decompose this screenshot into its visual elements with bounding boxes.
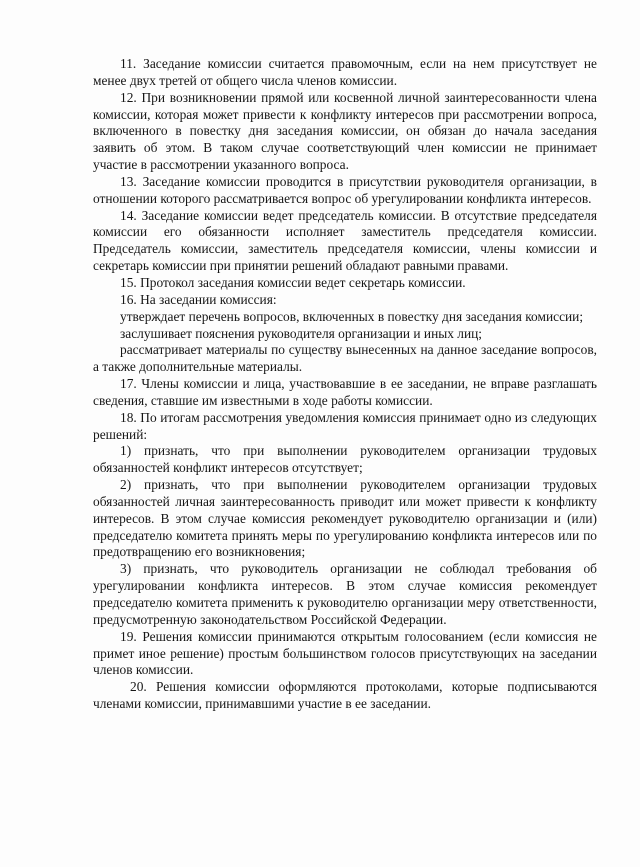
list-item-explanations: заслушивает пояснения руководителя организации и иных лиц; [120,325,483,341]
paragraph-19: 19. Решения комиссии принимаются открытым голосованием (если комиссия не примет иное решение) простым большинством голосов присутствующих на заседании членов комиссии. [93,628,597,678]
decision-2: 2) признать, что при выполнении руководителем организации трудовых обязанностей личная заинтересованность приводит или может привести к конфликту интересов. В этом случае комиссия рекомендует руководителю организации и (или) председателю комитета принять меры по урегулированию конфликта интересов или по предотвращению его возникновения; [93,477,597,560]
paragraph-16: 16. На заседании комиссия: [120,291,277,307]
decision-1: 1) признать, что при выполнении руководителем организации трудовых обязанностей конфликт интересов отсутствует; [93,443,597,476]
paragraph-15: 15. Протокол заседания комиссии ведет секретарь комиссии. [120,274,466,290]
paragraph-11: 11. Заседание комиссии считается правомочным, если на нем присутствует не менее двух третей от общего числа членов комиссии. [93,56,597,88]
paragraph-13: 13. Заседание комиссии проводится в присутствии руководителя организации, в отношении которого рассматривается вопрос об урегулировании конфликта интересов. [93,173,597,206]
list-item-materials: рассматривает материалы по существу вынесенных на данное заседание вопросов, а также дополнительные материалы. [93,342,597,375]
paragraph-18: 18. По итогам рассмотрения уведомления комиссия принимает одно из следующих решений: [93,409,597,442]
paragraph-12: 12. При возникновении прямой или косвенной личной заинтересованности члена комиссии, которая может привести к конфликту интересов при рассмотрении вопроса, включенного в повестку дня заседания комиссии, он обязан до начала заседания заявить об этом. В таком случае соответствующий член комиссии не принимает участие в рассмотрении указанного вопроса. [93,89,597,173]
paragraph-20: 20. Решения комиссии оформляются протоколами, которые подписываются членами комиссии, принимавшими участие в ее заседании. [93,679,597,712]
document-body [93,56,597,713]
paragraph-14: 14. Заседание комиссии ведет председатель комиссии. В отсутствие председателя комиссии его обязанности исполняет заместитель председателя комиссии. Председатель комиссии, заместитель председателя комиссии, члены комиссии и секретарь комиссии при принятии решений обладают равными правами. [93,207,597,274]
list-item-agenda: утверждает перечень вопросов, включенных в повестку дня заседания комиссии; [120,308,584,324]
paragraph-17: 17. Члены комиссии и лица, участвовавшие в ее заседании, не вправе разглашать сведения, ставшие им известными в ходе работы комиссии. [93,376,597,408]
decision-3: 3) признать, что руководитель организации не соблюдал требования об урегулировании конфликта интересов. В этом случае комиссия рекомендует председателю комитета применить к руководителю организации меру ответственности, предусмотренную законодательством Российской Федерации. [93,561,597,627]
